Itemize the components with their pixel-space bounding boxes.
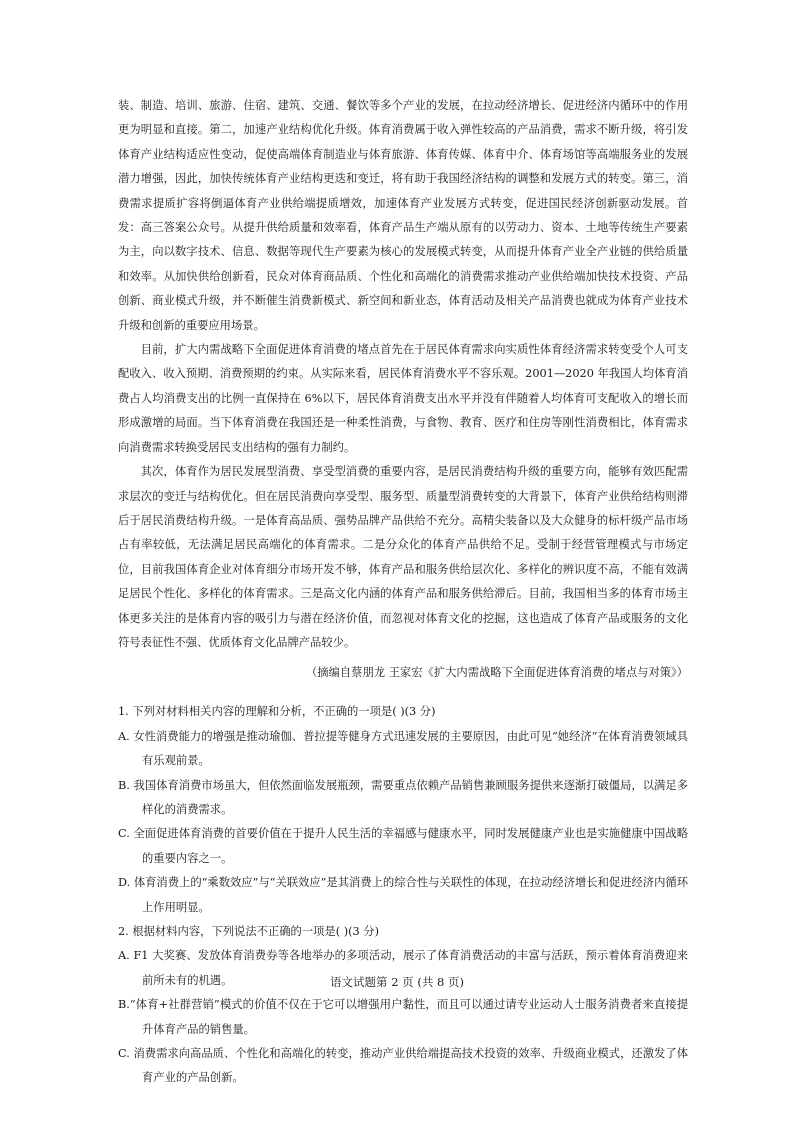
page-footer: 语文试题第 2 页 (共 8 页) [330, 975, 464, 989]
question-1-stem: 1. 下列对材料相关内容的理解和分析，不正确的一项是( )(3 分) [118, 705, 436, 719]
question-2-stem: 2. 根据材料内容，下列说法不正确的一项是( )(3 分) [118, 925, 380, 938]
question-1-option-b: B. 我国体育消费市场虽大，但依然面临发展瓶颈，需要重点依赖产品销售兼顾服务提供来逐渐打破僵局，以满足多样化的消费需求。 [118, 778, 688, 816]
question-2-option-a: A. F1 大奖赛、发放体育消费券等各地举办的多项活动，展示了体育消费活动的丰富与活跃，预示着体育消费迎来前所未有的机遇。 [118, 949, 688, 987]
question-1-option-a: A. 女性消费能力的增强是推动瑜伽、普拉提等健身方式迅速发展的主要原因，由此可见“她经济”在体育消费领域具有乐观前景。 [118, 729, 688, 768]
question-1-option-d: D. 体育消费上的“乘数效应”与“关联效应”是其消费上的综合性与关联性的体现，在拉动经济增长和促进经济内循环上作用明显。 [118, 876, 688, 914]
page-content [118, 94, 688, 1091]
question-2-option-c: C. 消费需求向高品质、个性化和高端化的转变，推动产业供给端提高技术投资的效率、升级商业模式，还激发了体育产业的产品创新。 [118, 1047, 688, 1085]
paragraph-2: 目前，扩大内需战略下全面促进体育消费的堵点首先在于居民体育需求向实质性体育经济需求转变受个人可支配收入、收入预期、消费预期的约束。从实际来看，居民体育消费水平不容乐观。2001—2020 年我国人均体育消费占人均消费支出的比例一直保持在 6%以下，居民体育消费支出水平并没有伴随着人均体育可支配收入的增长而形成激增的局面。当下体育消费在我国还是一种柔性消费，与食物、教育、医疗和住房等刚性消费相比，体育需求向消费需求转换受居民支出结构的强有力制约。 [118, 343, 688, 454]
source-citation: （摘编自蔡朋龙 王家宏《扩大内需战略下全面促进体育消费的堵点与对策》） [305, 666, 688, 680]
question-2-option-b: B.“体育+社群营销”模式的价值不仅在于它可以增强用户黏性，而且可以通过请专业运动人士服务消费者来直接提升体育产品的销售量。 [118, 998, 688, 1036]
question-1-option-c: C. 全面促进体育消费的首要价值在于提升人民生活的幸福感与健康水平，同时发展健康产业也是实施健康中国战略的重要内容之一。 [118, 827, 688, 865]
questions-section [118, 700, 688, 1091]
paragraph-1: 装、制造、培训、旅游、住宿、建筑、交通、餐饮等多个产业的发展，在拉动经济增长、促进经济内循环中的作用更为明显和直接。第二，加速产业结构优化升级。体育消费属于收入弹性较高的产品消费，需求不断升级，将引发体育产业结构适应性变动，促使高端体育制造业与体育旅游、体育传媒、体育中介、体育场馆等高端服务业的发展潜力增强，因此，加快传统体育产业结构更迭和变迁，将有助于我国经济结构的调整和发展方式的转变。第三，消费需求提质扩容将倒逼体育产业供给端提质增效，加速体育产业发展方式转变，促进国民经济创新驱动发展。首发：高三答案公众号。从提升供给质量和效率看，体育产品生产端从原有的以劳动力、资本、土地等传统生产要素为主，向以数字技术、信息、数据等现代生产要素为核心的发展模式转变，从而提升体育产业全产业链的供给质量和效率。从加快供给创新看，民众对体育商品质、个性化和高端化的消费需求推动产业供给端加快技术投资、产品创新、商业模式升级，并不断催生消费新模式、新空间和新业态，体育活动及相关产品消费也就成为体育产业技术升级和创新的重要应用场景。 [118, 99, 688, 332]
paragraph-3: 其次，体育作为居民发展型消费、享受型消费的重要内容，是居民消费结构升级的重要方向，能够有效匹配需求层次的变迁与结构优化。但在居民消费向享受型、服务型、质量型消费转变的大背景下，体育产业供给结构则滞后于居民消费结构升级。一是体育高品质、强势品牌产品供给不充分。高精尖装备以及大众健身的标杆级产品市场占有率较低，无法满足居民高端化的体育需求。二是分众化的体育产品供给不足。受制于经营管理模式与市场定位，目前我国体育企业对体育细分市场开发不够，体育产品和服务供给层次化、多样化的辨识度不高，不能有效满足居民个性化、多样化的体育需求。三是高文化内涵的体育产品和服务供给滞后。目前，我国相当多的体育市场主体更多关注的是体育内容的吸引力与潜在经济价值，而忽视对体育文化的挖掘，这也造成了体育产品或服务的文化符号表征性不强、优质体育文化品牌产品较少。 [118, 465, 688, 649]
